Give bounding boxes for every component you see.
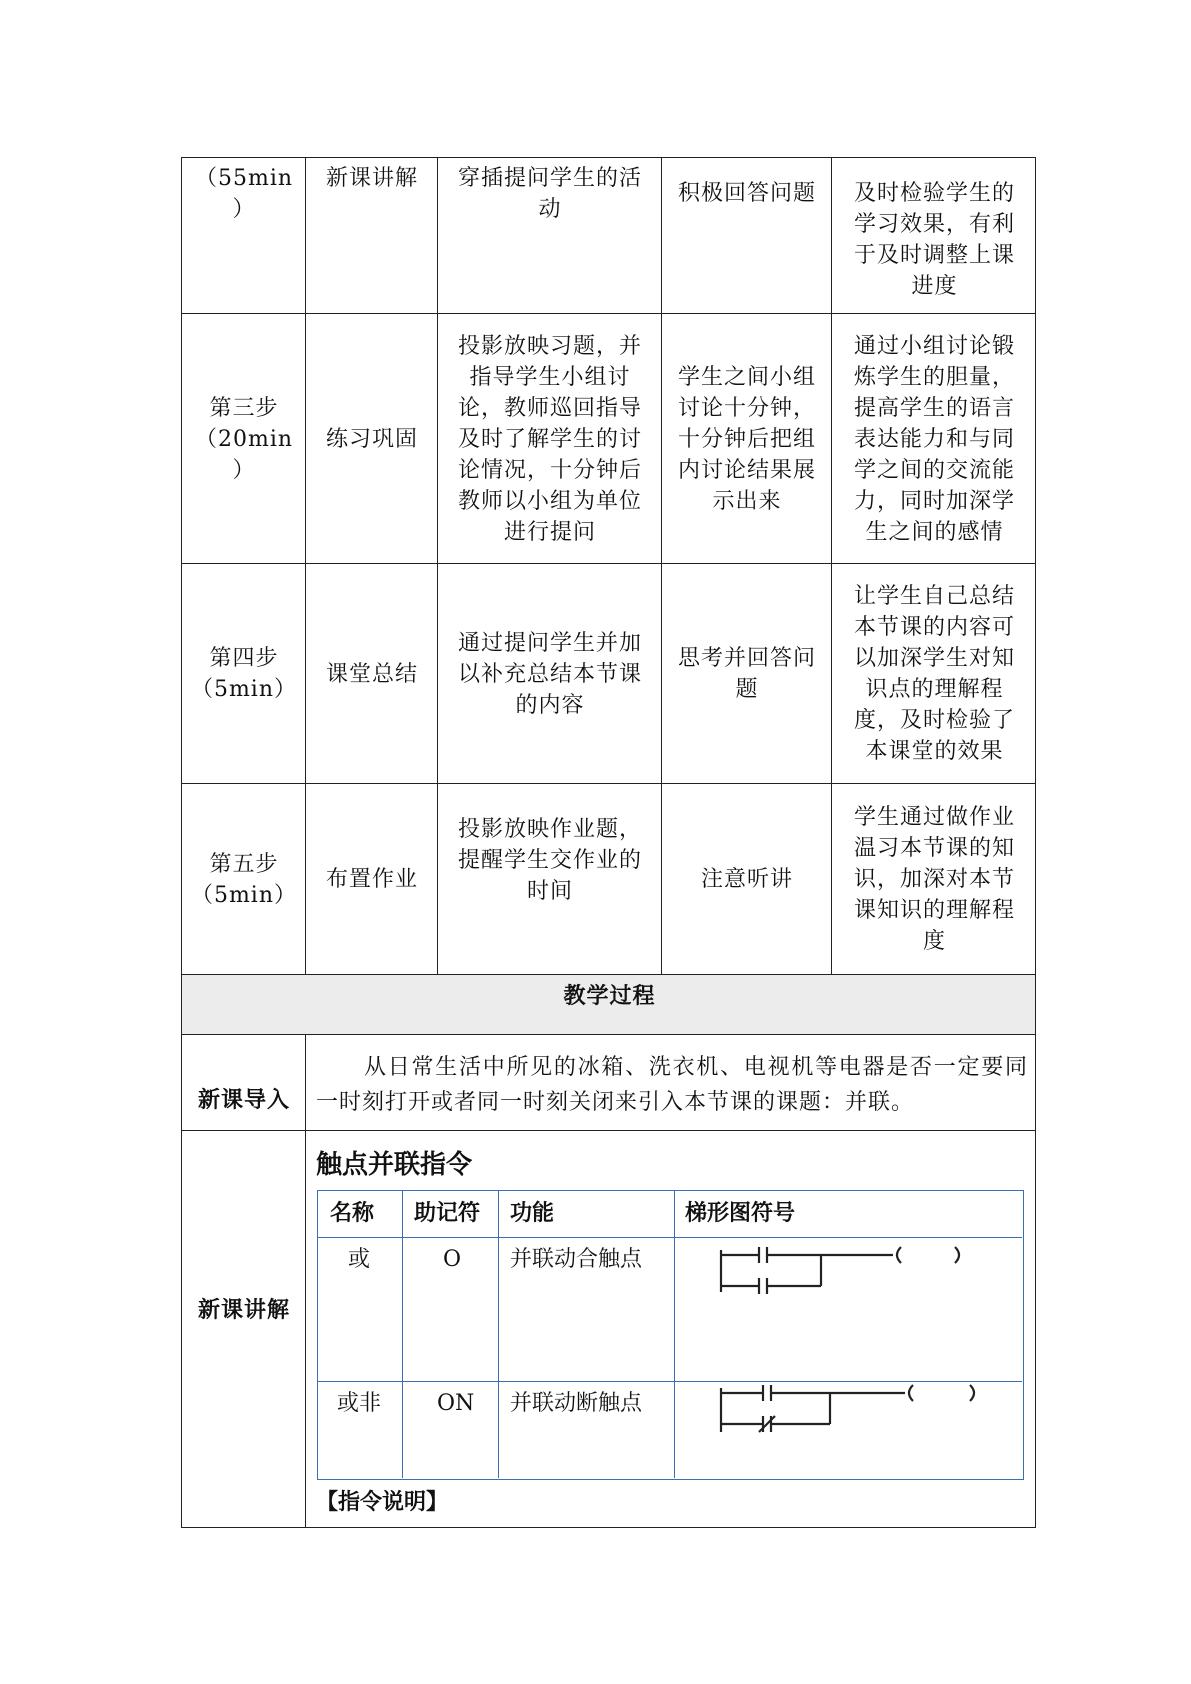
- intro-label: 新课导入: [197, 1087, 290, 1113]
- parallel-normally-closed-contact-icon: [715, 1380, 985, 1446]
- student-activity-cell: 思考并回答问 题: [677, 646, 816, 702]
- teacher-activity-cell: 投影放映作业题， 提醒学生交作业的 时间: [457, 817, 642, 904]
- lecture-label: 新课讲解: [197, 1297, 290, 1323]
- design-intent-cell: 通过小组讨论锻 炼学生的胆量， 提高学生的语言 表达能力和与同 学之间的交流能 力，同时加深学 生之间的感情: [853, 333, 1015, 545]
- teacher-activity-cell: 通过提问学生并加 以补充总结本节课 的内容: [457, 630, 642, 718]
- table-cell-name: 或: [348, 1247, 371, 1272]
- table-cell-name: 或非: [337, 1391, 382, 1416]
- table-header-name: 名称: [330, 1201, 375, 1226]
- student-activity-cell: 学生之间小组 讨论十分钟， 十分钟后把组 内讨论结果展 示出来: [677, 364, 816, 514]
- row-divider: [181, 313, 1036, 314]
- design-intent-cell: 及时检验学生的 学习效果，有利 于及时调整上课 进度: [853, 181, 1015, 299]
- step-cell: 第五步 （5min）: [190, 851, 298, 908]
- column-divider: [661, 157, 662, 974]
- process-header: 教学过程: [563, 983, 656, 1009]
- row-divider: [181, 1034, 1036, 1035]
- table-cell-mnemonic: O: [443, 1247, 462, 1272]
- table-cell-mnemonic: ON: [437, 1391, 475, 1416]
- student-activity-cell: 积极回答问题: [677, 181, 816, 206]
- design-intent-cell: 学生通过做作业 温习本节课的知 识，加深对本节 课知识的理解程 度: [853, 805, 1015, 954]
- table-header-mnemonic: 助记符: [414, 1201, 481, 1226]
- section-title: 触点并联指令: [316, 1150, 473, 1180]
- table-header-function: 功能: [510, 1201, 555, 1226]
- teacher-activity-cell: 投影放映习题，并 指导学生小组讨 论，教师巡回指导 及时了解学生的讨 论情况，十分钟后 教师以小组为单位 进行提问: [457, 333, 642, 545]
- row-divider: [181, 1130, 1036, 1131]
- topic-cell: 练习巩固: [325, 426, 418, 452]
- column-divider: [831, 157, 832, 974]
- student-activity-cell: 注意听讲: [700, 867, 793, 892]
- teacher-activity-cell: 穿插提问学生的活 动: [457, 166, 642, 222]
- topic-cell: 新课讲解: [325, 166, 418, 191]
- topic-cell: 布置作业: [325, 867, 418, 892]
- column-divider: [305, 1034, 306, 1528]
- step-cell: （55min ）: [194, 166, 294, 222]
- instruction-note-label: 【指令说明】: [316, 1490, 449, 1515]
- row-divider: [181, 563, 1036, 564]
- table-header-symbol: 梯形图符号: [685, 1201, 796, 1226]
- step-cell: 第四步 （5min）: [190, 646, 298, 702]
- row-divider: [181, 783, 1036, 784]
- step-cell: 第三步 （20min ）: [194, 395, 294, 483]
- column-divider: [437, 157, 438, 974]
- table-cell-function: 并联动断触点: [510, 1391, 643, 1416]
- intro-text: 从日常生活中所见的冰箱、洗衣机、电视机等电器是否一定要同一时刻打开或者同一时刻关闭来引入本节课的课题：并联。: [316, 1055, 1028, 1115]
- parallel-normally-open-contact-icon: [715, 1244, 975, 1310]
- column-divider: [305, 157, 306, 974]
- topic-cell: 课堂总结: [325, 661, 418, 687]
- design-intent-cell: 让学生自己总结 本节课的内容可 以加深学生对知 识点的理解程 度，及时检验了 本课堂的效果: [853, 584, 1015, 764]
- table-cell-function: 并联动合触点: [510, 1247, 643, 1272]
